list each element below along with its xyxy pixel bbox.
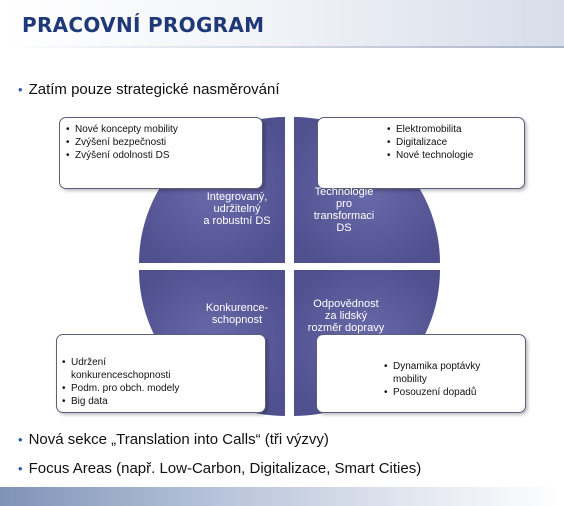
- list-item: • Elektromobilita: [386, 123, 524, 136]
- label-line: transformaci: [313, 210, 375, 222]
- label-line: Konkurence-: [205, 302, 269, 314]
- footer-bar: [0, 487, 564, 506]
- box-top-left: [59, 117, 263, 189]
- quadrant-label-bottom-left: [195, 302, 279, 326]
- label-line: Odpovědnost: [313, 298, 379, 310]
- label-line: schopnost: [211, 314, 263, 326]
- label-line: a robustní DS: [203, 215, 271, 227]
- label-line: Technologie: [314, 186, 374, 198]
- quadrant-label-bottom-right: [300, 298, 392, 334]
- bullet-text: Nová sekce „Translation into Calls“ (tři výzvy): [28, 431, 329, 448]
- label-line: pro: [336, 198, 352, 210]
- list-item: • Zvýšení odolnosti DS: [65, 149, 262, 162]
- bullet-icon: •: [18, 461, 23, 476]
- label-line: Integrovaný,: [206, 191, 268, 203]
- list-item: • Nové technologie: [386, 149, 524, 162]
- quadrant-label-top-left: [195, 191, 279, 227]
- label-line: udržitelný: [213, 203, 261, 215]
- box-bottom-right: [316, 334, 526, 413]
- list-item: • Digitalizace: [386, 136, 524, 149]
- bullet-focus-areas: [18, 460, 421, 477]
- box-bottom-left: [56, 334, 266, 413]
- bullet-icon: •: [18, 432, 23, 447]
- bullet-new-section: [18, 431, 329, 448]
- bullet-icon: •: [18, 82, 23, 97]
- label-line: DS: [336, 222, 352, 234]
- list-item: • Udržení konkurenceschopnosti: [61, 356, 181, 382]
- label-line: za lidský: [324, 310, 368, 322]
- list-item: • Nové koncepty mobility: [65, 123, 262, 136]
- label-line: rozměr dopravy: [307, 322, 385, 334]
- list-item: • Big data: [61, 395, 181, 408]
- list-item: • Zvýšení bezpečnosti: [65, 136, 262, 149]
- list-item: • Posouzení dopadů: [383, 386, 503, 399]
- quadrant-label-top-right: [302, 186, 386, 234]
- list-item: • Dynamika poptávky mobility: [383, 360, 503, 386]
- box-top-right: [317, 117, 525, 189]
- list-item: • Podm. pro obch. modely: [61, 382, 181, 395]
- page-title: PRACOVNÍ PROGRAM: [22, 13, 265, 37]
- bullet-text: Focus Areas (např. Low-Carbon, Digitalizace, Smart Cities): [28, 460, 422, 477]
- intro-bullet-text: Zatím pouze strategické nasměrování: [28, 81, 280, 98]
